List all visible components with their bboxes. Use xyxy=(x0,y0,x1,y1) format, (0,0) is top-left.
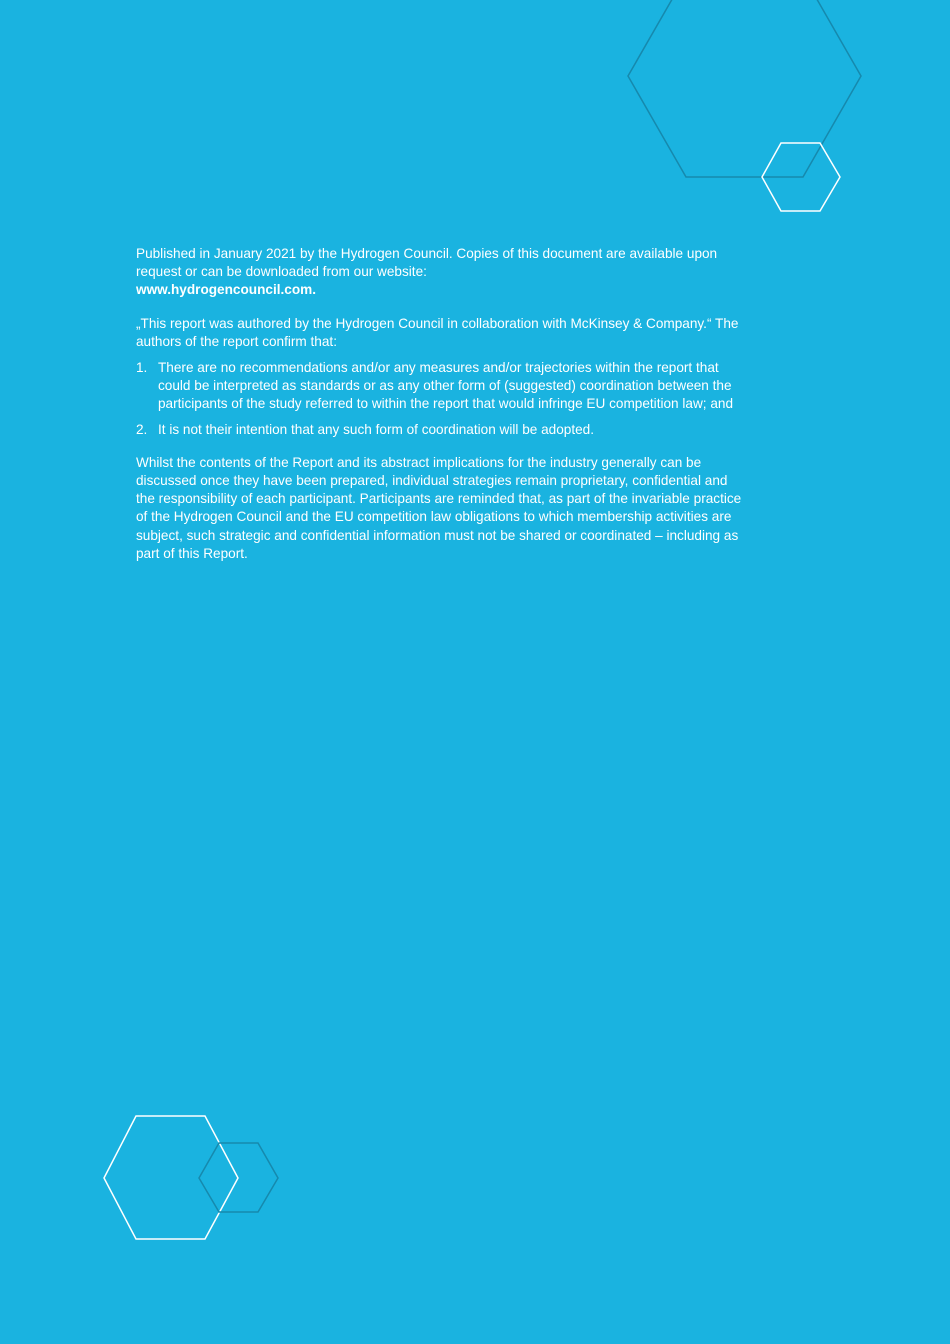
list-item-text: There are no recommendations and/or any measures and/or trajectories within the report that could be interpreted as standards or as any other form of (suggested) coordination between the participants of the study referred to within the report that would infringe EU competition law; and xyxy=(158,360,734,412)
publication-text: Published in January 2021 by the Hydrogen Council. Copies of this document are available upon request or can be downloaded from our website: xyxy=(136,246,718,280)
authorship-statement xyxy=(136,315,746,351)
website-link[interactable]: www.hydrogencouncil.com. xyxy=(136,282,317,298)
confirmation-list xyxy=(136,359,746,439)
list-item xyxy=(136,421,746,439)
list-item-number: 2. xyxy=(136,421,148,437)
disclaimer-paragraph: Whilst the contents of the Report and its abstract implications for the industry generally can be discussed once they have been prepared, individual strategies remain proprietary, confidential and the responsibility of each participant. Participants are reminded that, as part of the invariable practice of the Hydrogen Council and the EU competition law obligations to which membership activities are subject, such strategic and confidential information must not be shared or coordinated – including as part of this Report. xyxy=(136,454,742,561)
authorship-intro: The authors of the report confirm that: xyxy=(136,315,739,349)
list-item-text: It is not their intention that any such form of coordination will be adopted. xyxy=(158,421,595,437)
publication-info xyxy=(136,245,746,300)
hexagon-large-top-right xyxy=(628,0,861,177)
list-item xyxy=(136,359,746,414)
authorship-quote: „This report was authored by the Hydrogen Council in collaboration with McKinsey & Company.“ xyxy=(136,315,712,331)
hexagon-large-bottom-left xyxy=(104,1116,238,1239)
legal-notice xyxy=(136,245,746,563)
list-item-number: 1. xyxy=(136,360,148,376)
